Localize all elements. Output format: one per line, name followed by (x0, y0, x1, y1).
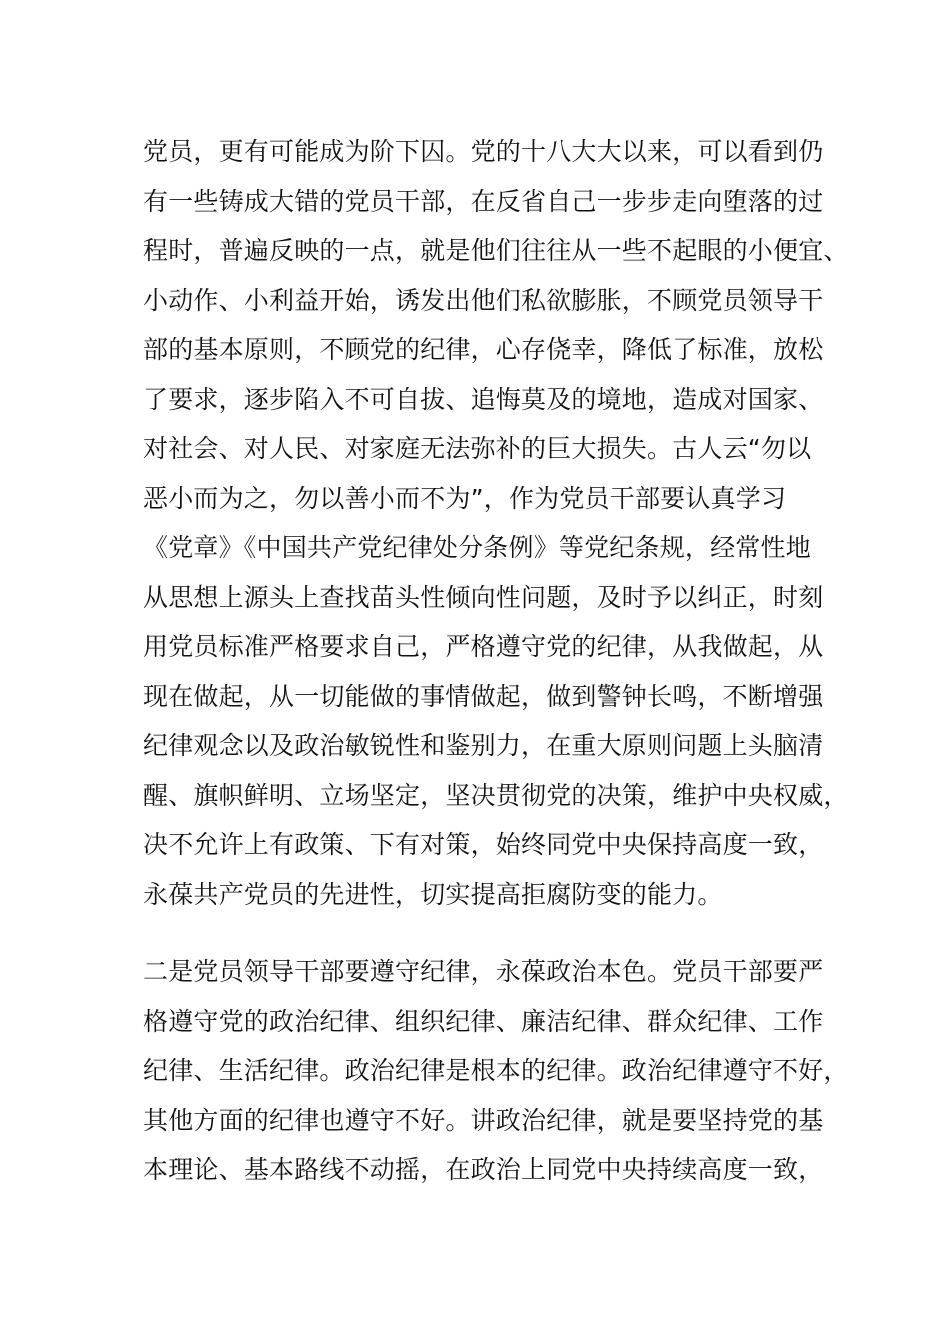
text-line: 小动作、小利益开始，诱发出他们私欲膨胀，不顾党员领导干 (143, 285, 824, 315)
text-line: 对社会、对人民、对家庭无法弥补的巨大损失。古人云“勿以 (143, 434, 812, 463)
text-line: 了要求，逐步陷入不可自拔、追悔莫及的境地，造成对国家、 (143, 384, 824, 414)
text-line: 恶小而为之，勿以善小而不为”，作为党员干部要认真学习 (143, 483, 787, 513)
text-line: 部的基本原则，不顾党的纪律，心存侥幸，降低了标准，放松 (143, 335, 824, 364)
text-line: 本理论、基本路线不动摇，在政治上同党中央持续高度一致， (143, 1155, 824, 1184)
text-line: 程时，普遍反映的一点，就是他们往往从一些不起眼的小便宜、 (143, 236, 849, 265)
text-line: 二是党员领导干部要遵守纪律，永葆政治本色。党员干部要严 (143, 957, 824, 986)
text-line: 党员，更有可能成为阶下囚。党的十八大大以来，可以看到仍 (143, 137, 824, 166)
text-line: 永葆共产党员的先进性，切实提高拒腐防变的能力。 (143, 879, 723, 909)
text-line: 格遵守党的政治纪律、组织纪律、廉洁纪律、群众纪律、工作 (143, 1006, 824, 1036)
text-line: 其他方面的纪律也遵守不好。讲政治纪律，就是要坚持党的基 (143, 1105, 824, 1135)
text-line: 现在做起，从一切能做的事情做起，做到警钟长鸣，不断增强 (143, 681, 824, 711)
text-line: 有一些铸成大错的党员干部，在反省自己一步步走向堕落的过 (143, 186, 824, 216)
paragraph-1 (143, 127, 849, 919)
text-line: 决不允许上有政策、下有对策，始终同党中央保持高度一致， (143, 830, 824, 859)
text-line: 《党章》《中国共产党纪律处分条例》等党纪条规，经常性地 (143, 533, 811, 562)
text-line: 纪律观念以及政治敏锐性和鉴别力，在重大原则问题上头脑清 (143, 731, 824, 760)
text-line: 用党员标准严格要求自己，严格遵守党的纪律，从我做起，从 (143, 632, 824, 661)
text-line: 醒、旗帜鲜明、立场坚定，坚决贯彻党的决策，维护中央权威， (143, 780, 849, 810)
text-line: 纪律、生活纪律。政治纪律是根本的纪律。政治纪律遵守不好， (143, 1056, 849, 1085)
paragraph-2 (143, 947, 849, 1195)
text-line: 从思想上源头上查找苗头性倾向性问题，及时予以纠正，时刻 (143, 582, 824, 612)
